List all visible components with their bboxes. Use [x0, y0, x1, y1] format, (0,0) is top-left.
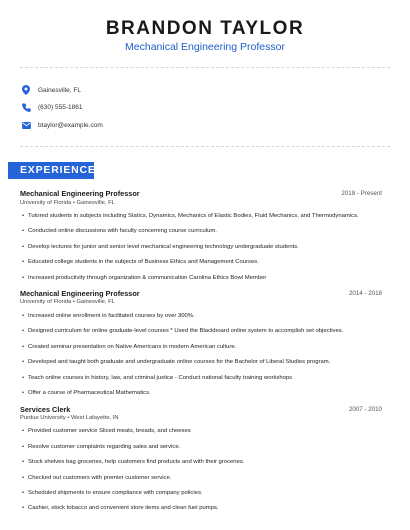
job-organization: University of Florida • Gainesville, FL — [20, 200, 115, 206]
list-item: • Designed curriculum for online graduate-level courses * Used the Blackboard online system to accomplish set objectives. — [22, 328, 344, 334]
job-org-name: University of Florida — [20, 299, 72, 305]
email-text: btaylor@example.com — [38, 121, 103, 129]
list-item: • Offer a course of Pharmaceutical Mathematics. — [22, 390, 151, 396]
list-item: • Increased productivity through organization & communication Carolina Ethics Bowl Member — [22, 275, 267, 281]
contact-phone — [20, 101, 82, 113]
list-item: • Develop lectures for junior and senior level mechanical engineering technology undergraduate students. — [22, 244, 299, 250]
job-org-location: West Lafayette, IN — [71, 415, 119, 421]
map-pin-icon — [20, 84, 32, 96]
location-text: Gainesville, FL — [38, 86, 81, 94]
job-organization: University of Florida • Gainesville, FL — [20, 299, 115, 305]
job-org-location: Gainesville, FL — [76, 200, 115, 206]
candidate-title: Mechanical Engineering Professor — [125, 41, 285, 53]
contact-email — [20, 119, 103, 131]
list-item: • Created seminar presentation on Native Americans in modern American culture. — [22, 344, 237, 350]
experience-heading: EXPERIENCE — [8, 162, 94, 179]
job-dates: 2014 - 2018 — [348, 290, 382, 297]
job-org-location: Gainesville, FL — [76, 299, 115, 305]
header-divider — [20, 67, 390, 68]
list-item: • Scheduled shipments to ensure compliance with company policies. — [22, 490, 203, 496]
job-title: Mechanical Engineering Professor — [20, 189, 140, 198]
list-item: • Checked out customers with premier customer service. — [22, 475, 172, 481]
envelope-icon — [20, 119, 32, 131]
list-item: • Resolve customer complaints regarding sales and service. — [22, 444, 181, 450]
phone-text: (630) 555-1861 — [38, 103, 83, 111]
contact-divider — [20, 146, 390, 147]
job-dates: 2018 - Present — [341, 190, 382, 197]
list-item: • Increased online enrollment in facilitated courses by over 300%. — [22, 313, 195, 319]
candidate-name: BRANDON TAYLOR — [105, 18, 305, 39]
job-dates: 2007 - 2010 — [348, 406, 382, 413]
job-org-name: University of Florida — [20, 200, 72, 206]
list-item: • Cashier, stock tobacco and convenient store items and clean fuel pumps. — [22, 505, 219, 511]
job-title: Services Clerk — [20, 405, 71, 414]
list-item: • Teach online courses in history, law, and criminal justice - Conduct national faculty training workshops — [22, 375, 293, 381]
contact-location — [20, 84, 81, 96]
list-item: • Developed and taught both graduate and undergraduate online courses for the Bachelor of Liberal Studies program. — [22, 359, 331, 365]
list-item: • Conducted online discussions with faculty concerning course curriculum. — [22, 228, 217, 234]
list-item: • Provided customer service Sliced meats, breads, and cheeses — [22, 428, 191, 434]
list-item: • Tutored students in subjects including Statics, Dynamics, Mechanics of Elastic Bodies, Fluid Mechanics, and Thermodynamics. — [22, 213, 359, 219]
phone-icon — [20, 101, 32, 113]
job-org-name: Purdue University — [20, 415, 66, 421]
job-title: Mechanical Engineering Professor — [20, 289, 140, 298]
list-item: • Educated college students in the subjects of Business Ethics and Management Courses. — [22, 259, 259, 265]
list-item: • Stock shelves bag groceries, help customers find products and with their groceries. — [22, 459, 245, 465]
job-organization: Purdue University • West Lafayette, IN — [20, 415, 119, 421]
